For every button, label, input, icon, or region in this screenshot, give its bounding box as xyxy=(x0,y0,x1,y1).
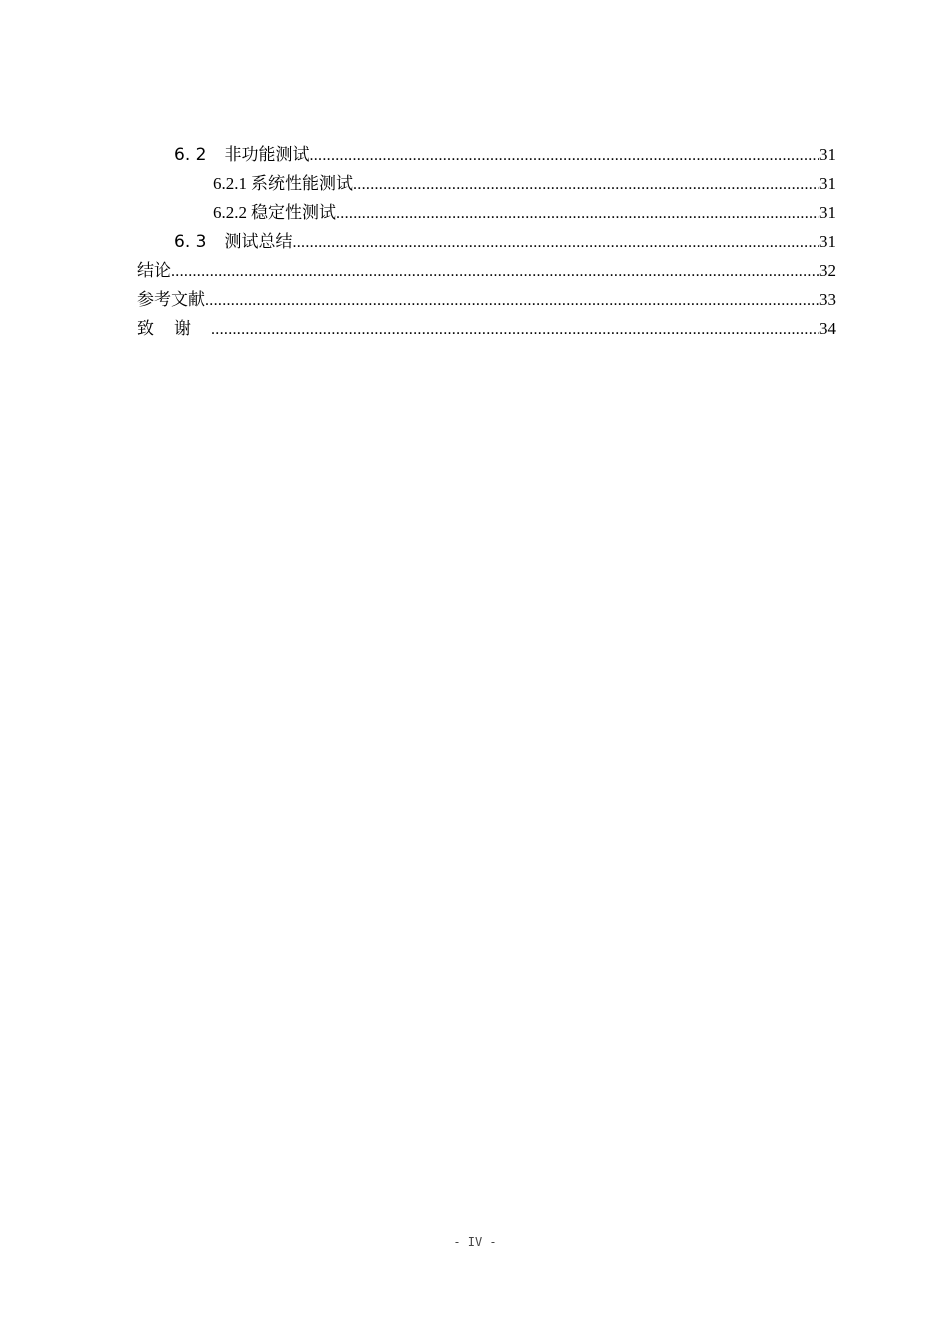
toc-dot-leader xyxy=(205,286,819,315)
toc-entry-6-2-2[interactable] xyxy=(137,198,836,227)
toc-dot-leader xyxy=(171,257,819,286)
toc-entry-title: 非功能测试 xyxy=(224,145,310,165)
toc-dot-leader xyxy=(336,199,819,228)
toc-entry-title: 结论 xyxy=(137,261,171,281)
toc-entry-label xyxy=(137,315,211,344)
toc-entry-number: 6. 2 xyxy=(174,145,207,165)
toc-entry-page: 31 xyxy=(819,145,836,164)
toc-entry-page: 31 xyxy=(819,232,836,251)
toc-dot-leader xyxy=(292,228,819,257)
toc-entry-conclusion[interactable] xyxy=(137,256,836,285)
toc-entry-acknowledgements[interactable] xyxy=(137,314,836,343)
toc-entry-page: 32 xyxy=(819,261,836,280)
toc-entry-page: 31 xyxy=(819,174,836,193)
toc-entry-title: 参考文献 xyxy=(137,290,205,310)
toc-entry-label xyxy=(174,228,292,257)
toc-entry-page: 34 xyxy=(819,319,836,338)
toc-dot-leader xyxy=(211,315,819,344)
toc-entry-title: 系统性能测试 xyxy=(251,174,353,194)
toc-entry-number: 6.2.2 xyxy=(213,203,247,222)
page-number-footer: - IV - xyxy=(453,1235,497,1249)
toc-entry-6-3[interactable] xyxy=(137,227,836,256)
toc-entry-page: 33 xyxy=(819,290,836,309)
toc-entry-label xyxy=(213,198,336,228)
toc-entry-number: 6. 3 xyxy=(174,232,207,252)
toc-entry-6-2-1[interactable] xyxy=(137,169,836,198)
toc-dot-leader xyxy=(309,141,819,170)
toc-entry-references[interactable] xyxy=(137,285,836,314)
toc-entry-title: 测试总结 xyxy=(224,232,293,252)
toc-entry-label xyxy=(137,257,171,286)
toc-entry-title: 致谢 xyxy=(137,319,211,339)
toc-entry-title: 稳定性测试 xyxy=(251,203,336,223)
toc-entry-6-2[interactable] xyxy=(137,140,836,169)
toc-entry-number: 6.2.1 xyxy=(213,174,247,193)
toc-entry-label xyxy=(213,169,353,199)
toc-entry-page: 31 xyxy=(819,203,836,222)
toc-dot-leader xyxy=(353,170,819,199)
toc-entry-label xyxy=(137,286,205,315)
toc-entry-label xyxy=(174,141,309,170)
table-of-contents xyxy=(137,140,836,343)
